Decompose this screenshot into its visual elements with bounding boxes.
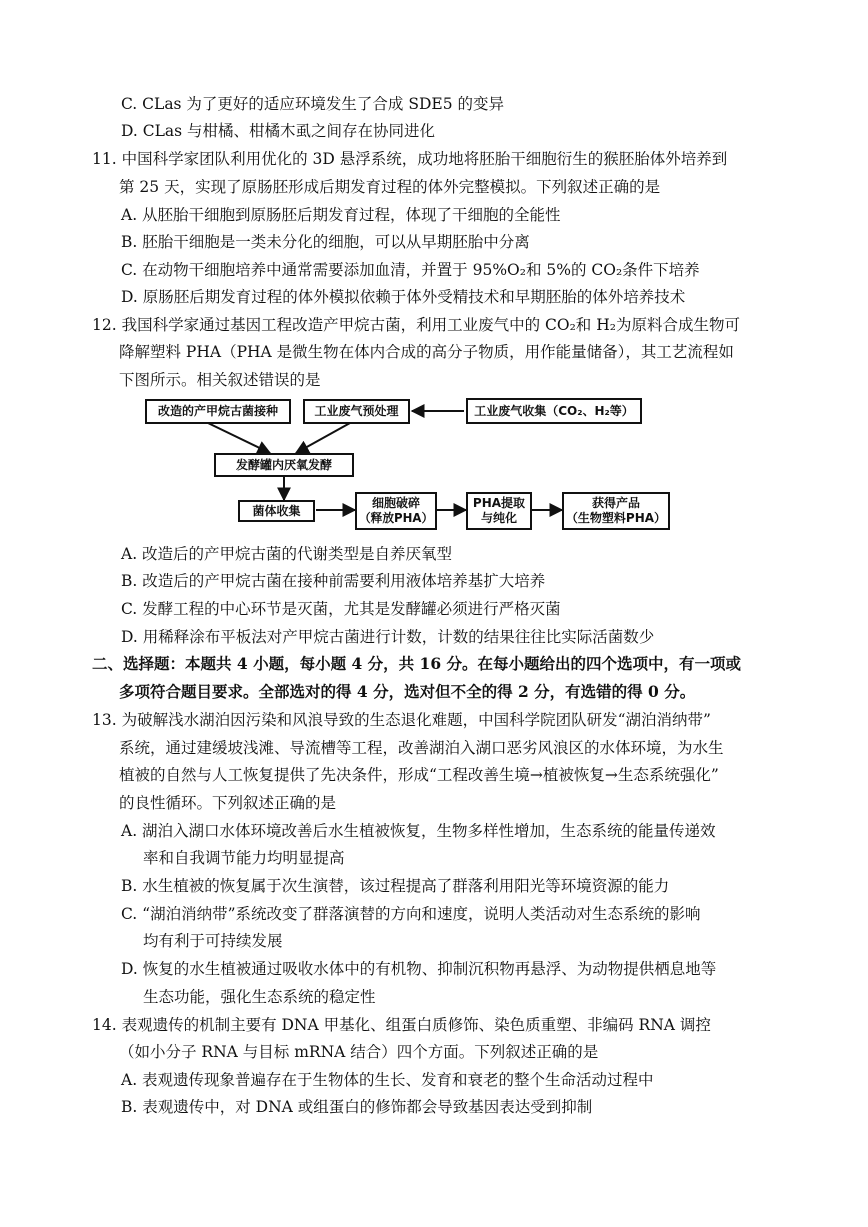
- q12-option-b: B. 改造后的产甲烷古菌在接种前需要利用液体培养基扩大培养: [121, 572, 546, 590]
- flow-box-harvest: 菌体收集: [238, 500, 315, 522]
- q11-option-a: A. 从胚胎干细胞到原肠胚后期发育过程，体现了干细胞的全能性: [121, 206, 561, 224]
- flow-box-inoculate: 改造的产甲烷古菌接种: [145, 399, 291, 424]
- flow-box-ferment: 发酵罐内厌氧发酵: [214, 453, 354, 477]
- q13-option-d-line-2: 生态功能，强化生态系统的稳定性: [143, 988, 376, 1006]
- q11-stem-line-2: 第 25 天，实现了原肠胚形成后期发育过程的体外完整模拟。下列叙述正确的是: [119, 178, 661, 196]
- flow-box-extract: PHA提取 与纯化: [466, 492, 532, 530]
- q12-stem-line-3: 下图所示。相关叙述错误的是: [119, 371, 321, 389]
- q14-stem-line-1: 14. 表观遗传的机制主要有 DNA 甲基化、组蛋白质修饰、染色质重塑、非编码 RNA 调控: [92, 1016, 711, 1034]
- q12-option-c: C. 发酵工程的中心环节是灭菌，尤其是发酵罐必须进行严格灭菌: [121, 600, 561, 618]
- flow-arrows: [0, 0, 868, 560]
- q11-option-d: D. 原肠胚后期发育过程的体外模拟依赖于体外受精技术和早期胚胎的体外培养技术: [121, 288, 686, 306]
- q13-stem-line-2: 系统，通过建缓坡浅滩、导流槽等工程，改善湖泊入湖口恶劣风浪区的水体环境，为水生: [119, 739, 724, 757]
- q13-option-b: B. 水生植被的恢复属于次生演替，该过程提高了群落利用阳光等环境资源的能力: [121, 877, 670, 895]
- q10-option-d: D. CLas 与柑橘、柑橘木虱之间存在协同进化: [121, 122, 436, 140]
- q14-option-b: B. 表观遗传中，对 DNA 或组蛋白的修饰都会导致基因表达受到抑制: [121, 1098, 593, 1116]
- flow-box-product: 获得产品 （生物塑料PHA）: [562, 492, 670, 530]
- q11-option-c: C. 在动物干细胞培养中通常需要添加血清，并置于 95%O₂和 5%的 CO₂条件下培养: [121, 261, 700, 279]
- flow-box-collect-gas: 工业废气收集（CO₂、H₂等）: [466, 398, 642, 424]
- q11-stem-line-1: 11. 中国科学家团队利用优化的 3D 悬浮系统，成功地将胚胎干细胞衍生的猴胚胎体外培养到: [92, 150, 728, 168]
- arrow-inoculate-to-ferment: [208, 423, 270, 453]
- q14-option-a: A. 表观遗传现象普遍存在于生物体的生长、发育和衰老的整个生命活动过程中: [121, 1071, 654, 1089]
- q13-stem-line-1: 13. 为破解浅水湖泊因污染和风浪导致的生态退化难题，中国科学院团队研发“湖泊消纳带”: [92, 711, 711, 729]
- section-2-heading-line-2: 多项符合题目要求。全部选对的得 4 分，选对但不全的得 2 分，有选错的得 0 分。: [119, 682, 696, 701]
- flow-box-pretreat: 工业废气预处理: [303, 399, 410, 424]
- q13-option-a-line-2: 率和自我调节能力均明显提高: [143, 849, 345, 867]
- q12-stem-line-2: 降解塑料 PHA（PHA 是微生物在体内合成的高分子物质，用作能量储备），其工艺流程如: [119, 343, 734, 361]
- arrow-pretreat-to-ferment: [296, 423, 350, 453]
- section-2-heading-line-1: 二、选择题：本题共 4 小题，每小题 4 分，共 16 分。在每小题给出的四个选项中，有一项或: [92, 654, 742, 673]
- q12-option-a: A. 改造后的产甲烷古菌的代谢类型是自养厌氧型: [121, 545, 453, 563]
- flow-box-lysis: 细胞破碎 （释放PHA）: [355, 492, 437, 530]
- q13-option-c-line-2: 均有利于可持续发展: [143, 932, 283, 950]
- q14-stem-line-2: （如小分子 RNA 与目标 mRNA 结合）四个方面。下列叙述正确的是: [119, 1043, 599, 1061]
- q13-stem-line-3: 植被的自然与人工恢复提供了先决条件，形成“工程改善生境→植被恢复→生态系统强化”: [119, 766, 719, 784]
- q12-option-d: D. 用稀释涂布平板法对产甲烷古菌进行计数，计数的结果往往比实际活菌数少: [121, 628, 655, 646]
- q13-option-c-line-1: C. “湖泊消纳带”系统改变了群落演替的方向和速度，说明人类活动对生态系统的影响: [121, 905, 701, 923]
- q13-stem-line-4: 的良性循环。下列叙述正确的是: [119, 794, 337, 812]
- q12-stem-line-1: 12. 我国科学家通过基因工程改造产甲烷古菌，利用工业废气中的 CO₂和 H₂为原料合成生物可: [92, 316, 740, 334]
- q10-option-c: C. CLas 为了更好的适应环境发生了合成 SDE5 的变异: [121, 95, 505, 113]
- q11-option-b: B. 胚胎干细胞是一类未分化的细胞，可以从早期胚胎中分离: [121, 233, 530, 251]
- q13-option-d-line-1: D. 恢复的水生植被通过吸收水体中的有机物、抑制沉积物再悬浮、为动物提供栖息地等: [121, 960, 717, 978]
- q13-option-a-line-1: A. 湖泊入湖口水体环境改善后水生植被恢复，生物多样性增加，生态系统的能量传递效: [121, 822, 716, 840]
